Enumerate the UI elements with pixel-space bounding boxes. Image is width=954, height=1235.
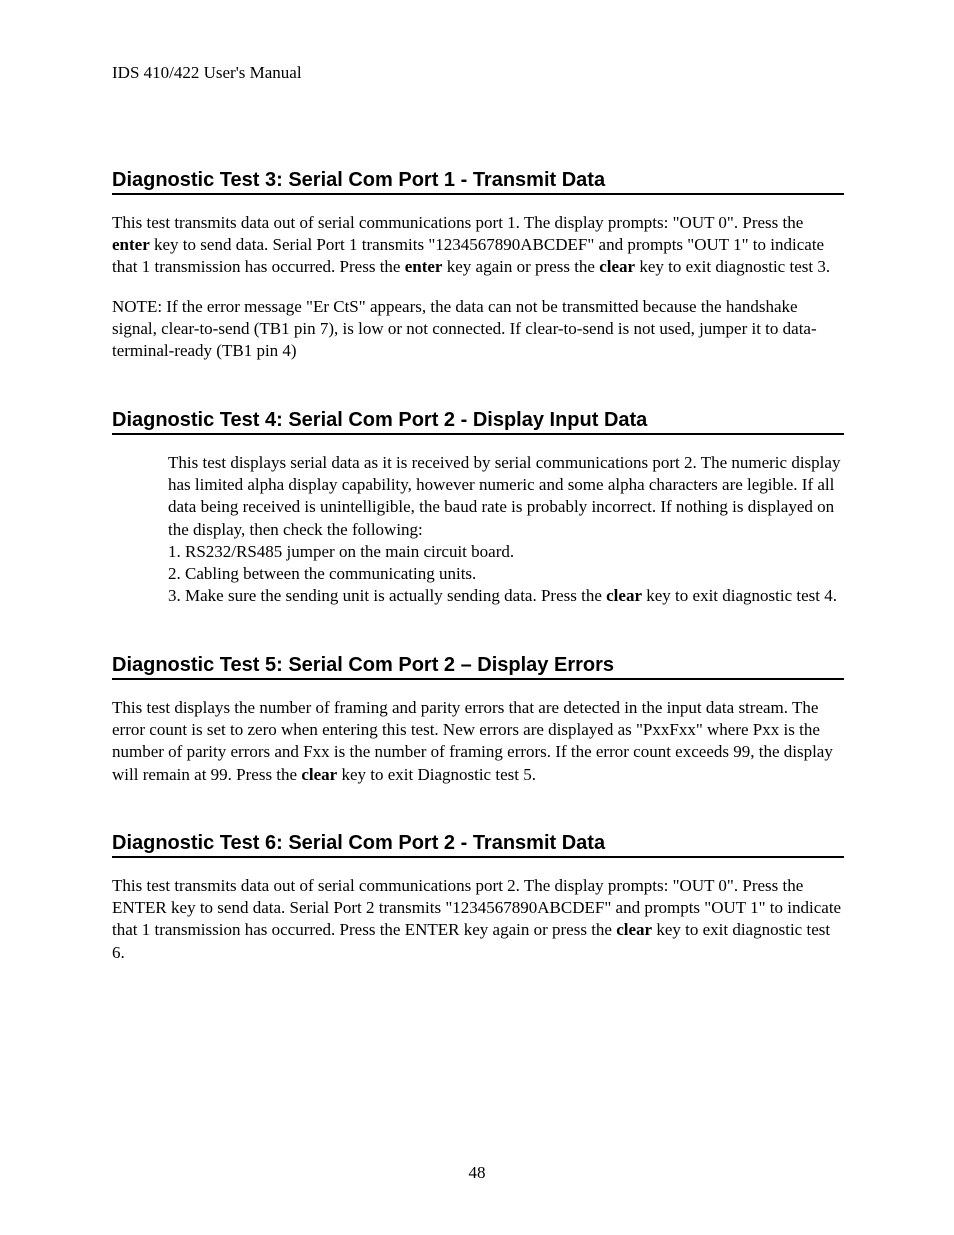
bold-term: clear — [606, 586, 642, 606]
page-number: 48 — [468, 1163, 486, 1182]
section-diagnostic-test-5 — [112, 653, 844, 786]
bold-term: enter — [404, 257, 443, 277]
text-run: key to exit diagnostic test 3. — [635, 257, 831, 277]
bold-term: clear — [616, 920, 653, 940]
list-item: 1. RS232/RS485 jumper on the main circuit board. — [168, 541, 515, 561]
paragraph — [112, 212, 844, 279]
paragraph — [112, 697, 844, 786]
text-run: This test transmits data out of serial communications port 2. The display prompts: "OUT 0". Press the ENTER key to send data. Serial Port 2 transmits "1234567890ABCDEF" and prompts "OUT 1" to indicate that 1 transmission has occurred. Press the ENTER key again or press the — [112, 876, 842, 940]
bold-term: clear — [599, 257, 636, 277]
note-paragraph: NOTE: If the error message "Er CtS" appears, the data can not be transmitted because the handshake signal, clear-to-send (TB1 pin 7), is low or not connected. If clear-to-send is not used, jumper it to data-terminal-ready (TB1 pin 4) — [112, 296, 817, 361]
section-diagnostic-test-3 — [112, 168, 844, 362]
bold-term: enter — [112, 235, 150, 255]
section-heading: Diagnostic Test 3: Serial Com Port 1 - Transmit Data — [112, 168, 844, 195]
text-run: key to exit diagnostic test 6. — [112, 920, 831, 962]
list-item — [112, 585, 844, 607]
section-heading: Diagnostic Test 4: Serial Com Port 2 - Display Input Data — [112, 408, 844, 435]
text-run: 3. Make sure the sending unit is actually sending data. Press the — [168, 586, 607, 606]
text-run: This test transmits data out of serial communications port 1. The display prompts: "OUT 0". Press the — [112, 213, 804, 232]
section-diagnostic-test-6 — [112, 831, 844, 964]
paragraph: This test displays serial data as it is received by serial communications port 2. The numeric display has limited alpha display capability, however numeric and some alpha characters are legible. If all data being received is unintelligible, the baud rate is probably incorrect. If nothing is displayed on the display, then check the following: — [168, 453, 841, 539]
paragraph — [112, 875, 844, 964]
section-heading: Diagnostic Test 5: Serial Com Port 2 – Display Errors — [112, 653, 844, 680]
text-run: key to exit Diagnostic test 5. — [337, 764, 536, 784]
text-run: key to exit diagnostic test 4. — [642, 586, 837, 606]
section-heading: Diagnostic Test 6: Serial Com Port 2 - Transmit Data — [112, 831, 844, 858]
list-item: 2. Cabling between the communicating units. — [168, 564, 477, 584]
text-run: key to send data. Serial Port 1 transmits "1234567890ABCDEF" and prompts "OUT 1" to indicate that 1 transmission has occurred. Press the — [112, 235, 825, 277]
bold-term: clear — [301, 764, 338, 784]
section-diagnostic-test-4 — [112, 408, 844, 607]
text-run: key again or press the — [442, 257, 600, 277]
text-run: This test displays the number of framing and parity errors that are detected in the input data stream. The error count is set to zero when entering this test. New errors are displayed as "PxxFxx" where Pxx is the number of parity errors and Fxx is the number of framing errors. If the error count exceeds 99, the display will remain at 99. Press the — [112, 698, 833, 784]
running-header: IDS 410/422 User's Manual — [112, 63, 302, 82]
